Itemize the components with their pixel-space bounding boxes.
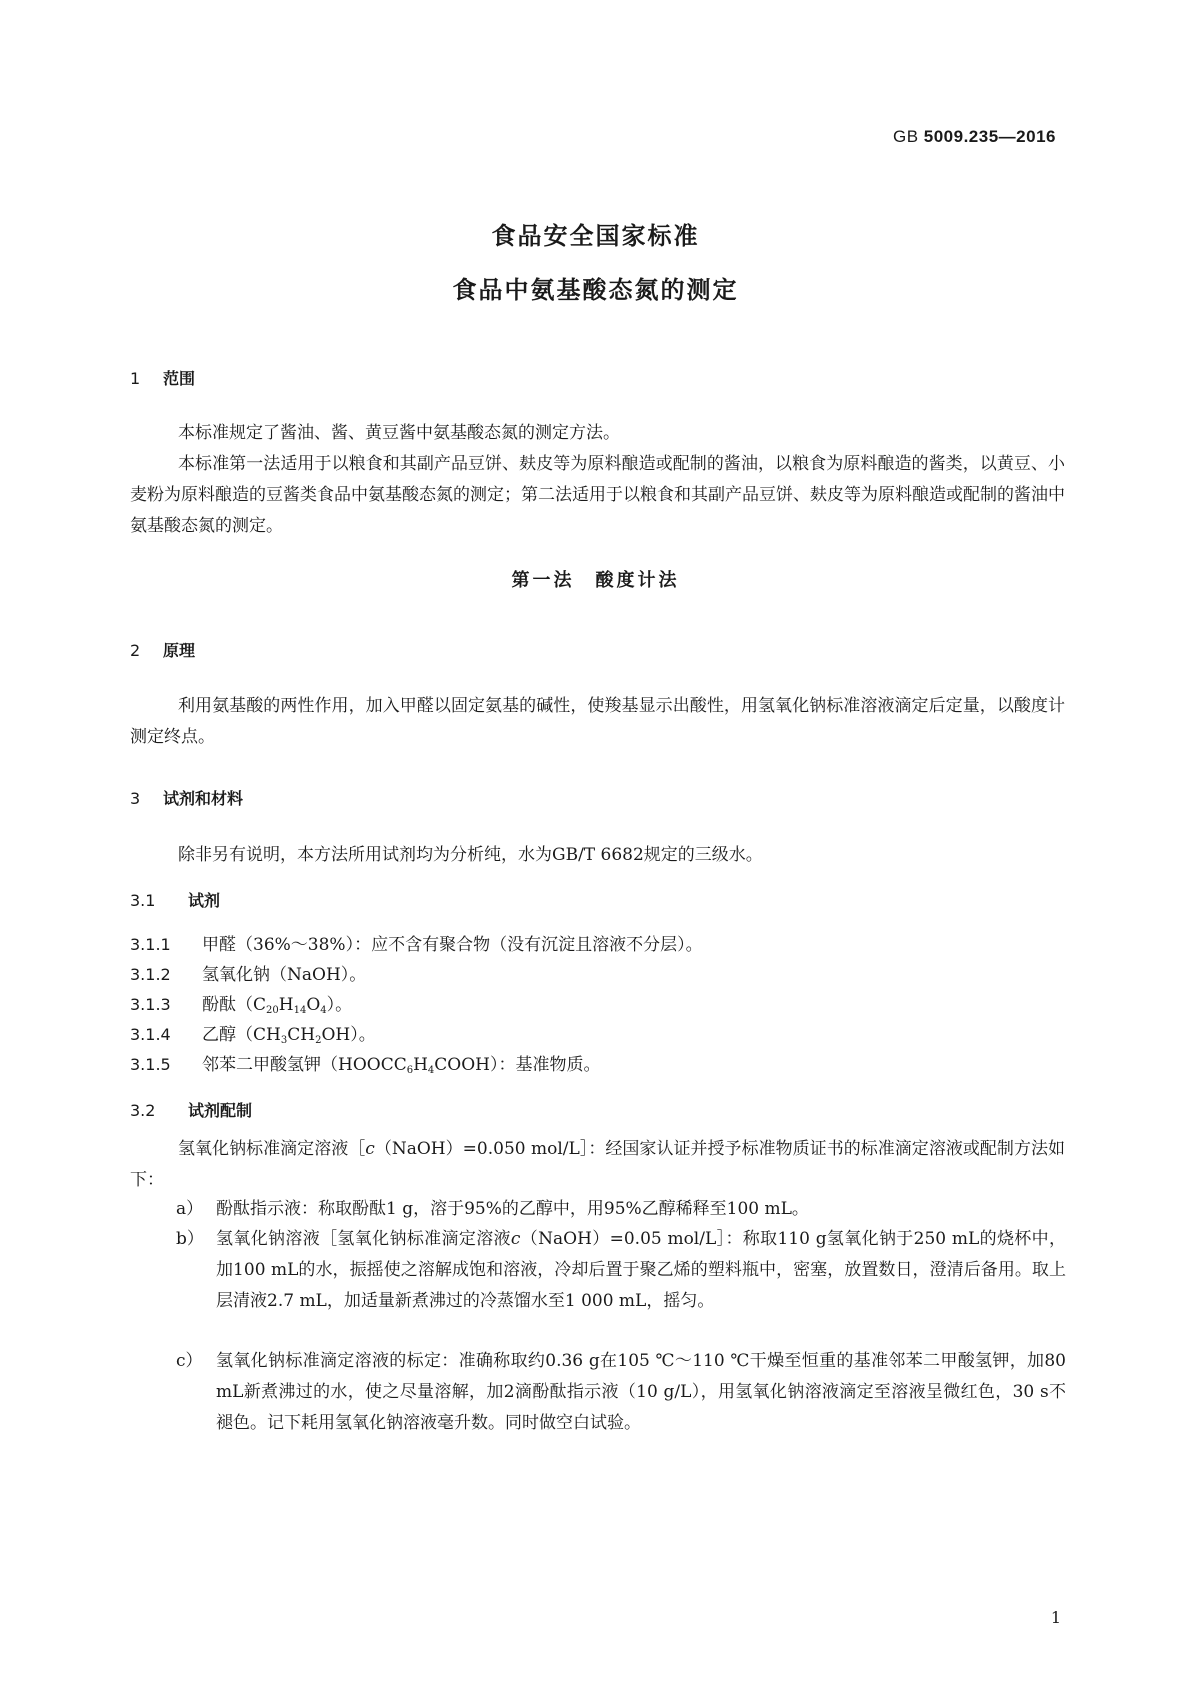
page-number: 1 (1050, 1608, 1061, 1627)
preparation-intro: 氢氧化钠标准滴定溶液［c（NaOH）=0.050 mol/L］：经国家认证并授予标准物质证书的标准滴定溶液或配制方法如下： (130, 1139, 1065, 1190)
section-heading-principle: 2 原理 (130, 641, 196, 660)
document-title: 食品安全国家标准 (491, 222, 700, 250)
scope-paragraph-2: 本标准第一法适用于以粮食和其副产品豆饼、麸皮等为原料酿造或配制的酱油，以粮食为原料酿造的酱类，以黄豆、小麦粉为原料酿造的豆酱类食品中氨基酸态氮的测定；第二法适用于以粮食和其副产品豆饼、麸皮等为原料酿造或配制的酱油中氨基酸态氮的测定。 (130, 454, 1065, 536)
principle-paragraph: 利用氨基酸的两性作用，加入甲醛以固定氨基的碱性，使羧基显示出酸性，用氢氧化钠标准溶液滴定后定量，以酸度计测定终点。 (130, 696, 1065, 747)
section-heading-reagents: 3.1 试剂 (130, 891, 221, 910)
method-title: 第一法 酸度计法 (511, 570, 680, 591)
section-heading-scope: 1 范围 (130, 369, 196, 388)
reagents-intro: 除非另有说明，本方法所用试剂均为分析纯，水为GB/T 6682规定的三级水。 (178, 845, 763, 865)
list-item: c） 氢氧化钠标准滴定溶液的标定：准确称取约0.36 g在105 ℃～110 ℃干燥至恒重的基准邻苯二甲酸氢钾，加80 mL新煮沸过的水，使之尽量溶解，加2滴酚酞指示液（10 g/L），用氢氧化钠溶液滴定至溶液呈微红色，30 s不褪色。记下耗用氢氧化钠溶液毫升数。同时做空白试验。 (176, 1351, 1066, 1433)
document-subtitle: 食品中氨基酸态氮的测定 (452, 276, 739, 304)
list-item: a） 酚酞指示液：称取酚酞1 g，溶于95%的乙醇中，用95%乙醇稀释至100 mL。 (176, 1199, 809, 1219)
reagent-item: 3.1.5 邻苯二甲酸氢钾$(HOOCC_6H_4COOH)$：基准物质。 (130, 1055, 601, 1076)
reagent-item: 3.1.3 酚酞$(C_{20}H_{14}O_4)$。 (130, 995, 353, 1016)
scope-paragraph-1: 本标准规定了酱油、酱、黄豆酱中氨基酸态氮的测定方法。 (178, 423, 620, 443)
section-heading-reagent-preparation: 3.2 试剂配制 (130, 1101, 253, 1120)
standard-number: GB 5009.235—2016 (892, 127, 1056, 146)
reagent-item: 3.1.4 乙醇$(CH_3CH_2OH)$。 (130, 1025, 376, 1046)
reagent-item: 3.1.2 氢氧化钠（NaOH）。 (130, 965, 367, 985)
list-item: b） 氢氧化钠溶液［氢氧化钠标准滴定溶液c（NaOH）=0.05 mol/L］：称取110 g氢氧化钠于250 mL的烧杯中，加100 mL的水，振摇使之溶解成饱和溶液，冷却后置于聚乙烯的塑料瓶中，密塞，放置数日，澄清后备用。取上层清液2.7 mL，加适量新煮沸过的冷蒸馏水至1 000 mL，摇匀。 (176, 1229, 1066, 1311)
reagent-item: 3.1.1 甲醛（36%～38%）：应不含有聚合物（没有沉淀且溶液不分层）。 (130, 935, 703, 955)
section-heading-reagents-materials: 3 试剂和材料 (130, 789, 244, 808)
